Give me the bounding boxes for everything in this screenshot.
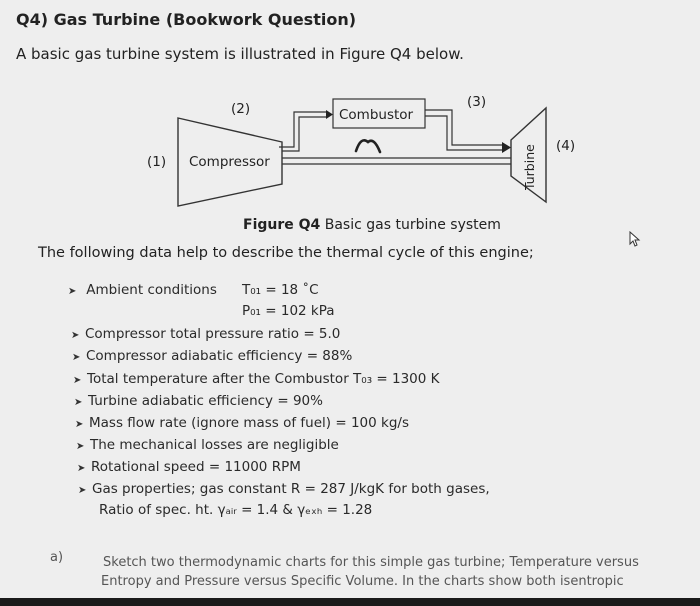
arrow-bullet-icon: ➤ (75, 419, 84, 430)
arrow-bullet-icon: ➤ (76, 441, 85, 452)
label-4: (4) (556, 138, 576, 154)
arrow-bullet-icon: ➤ (71, 330, 80, 341)
part-a-line1: Sketch two thermodynamic charts for this simple gas turbine; Temperature versus (103, 555, 639, 570)
ambient-label: Ambient conditions (86, 282, 217, 298)
label-3: (3) (467, 94, 487, 110)
ratio-line: Ratio of spec. ht. γₐᵢᵣ = 1.4 & γₑₓₕ = 1.28 (99, 502, 373, 518)
list-item: ➤ The mechanical losses are negligible (76, 437, 339, 453)
arrow-into-turbine (502, 142, 511, 153)
label-2: (2) (231, 101, 251, 117)
list-item: ➤ Total temperature after the Combustor T₀₃ = 1300 K (73, 371, 440, 387)
part-a-line2: Entropy and Pressure versus Specific Volume. In the charts show both isentropic (101, 574, 624, 589)
list-item: ➤ Compressor total pressure ratio = 5.0 (71, 326, 341, 342)
arrow-bullet-icon: ➤ (74, 397, 83, 408)
compressor-label: Compressor (189, 154, 270, 170)
arrow-bullet-icon: ➤ (78, 485, 87, 496)
ambient-p01: P₀₁ = 102 kPa (242, 303, 335, 319)
label-1: (1) (147, 154, 167, 170)
bottom-edge (0, 598, 700, 606)
ambient-t01: T₀₁ = 18 ˚C (242, 282, 319, 298)
list-item: ➤ Rotational speed = 11000 RPM (77, 459, 301, 475)
caption-bold: Figure Q4 (243, 217, 321, 233)
list-item: ➤ Mass flow rate (ignore mass of fuel) = 100 kg/s (75, 415, 409, 431)
list-item: ➤ Turbine adiabatic efficiency = 90% (74, 393, 323, 409)
turbine-label: Turbine (522, 144, 537, 190)
arrow-into-combustor (326, 110, 333, 119)
list-item: ➤ Gas properties; gas constant R = 287 J/kgK for both gases, (78, 481, 490, 497)
arrow-bullet-icon: ➤ (77, 463, 86, 474)
caption-text: Basic gas turbine system (324, 217, 501, 233)
part-a-label: a) (50, 550, 64, 565)
question-intro: A basic gas turbine system is illustrated in Figure Q4 below. (16, 45, 464, 63)
arrow-bullet-icon: ➤ (68, 286, 77, 297)
list-item: ➤ Compressor adiabatic efficiency = 88% (72, 348, 353, 364)
combustor-outlet-duct (425, 110, 502, 145)
data-lead: The following data help to describe the thermal cycle of this engine; (38, 245, 534, 261)
question-title: Q4) Gas Turbine (Bookwork Question) (16, 10, 357, 29)
mouse-cursor-icon (628, 231, 642, 247)
figure-caption (243, 217, 501, 233)
arrow-bullet-icon: ➤ (72, 352, 81, 363)
arrow-bullet-icon: ➤ (73, 375, 82, 386)
gas-turbine-figure (0, 0, 700, 210)
flame-icon (356, 140, 380, 152)
combustor-label: Combustor (339, 107, 414, 123)
ambient-item (68, 282, 217, 298)
